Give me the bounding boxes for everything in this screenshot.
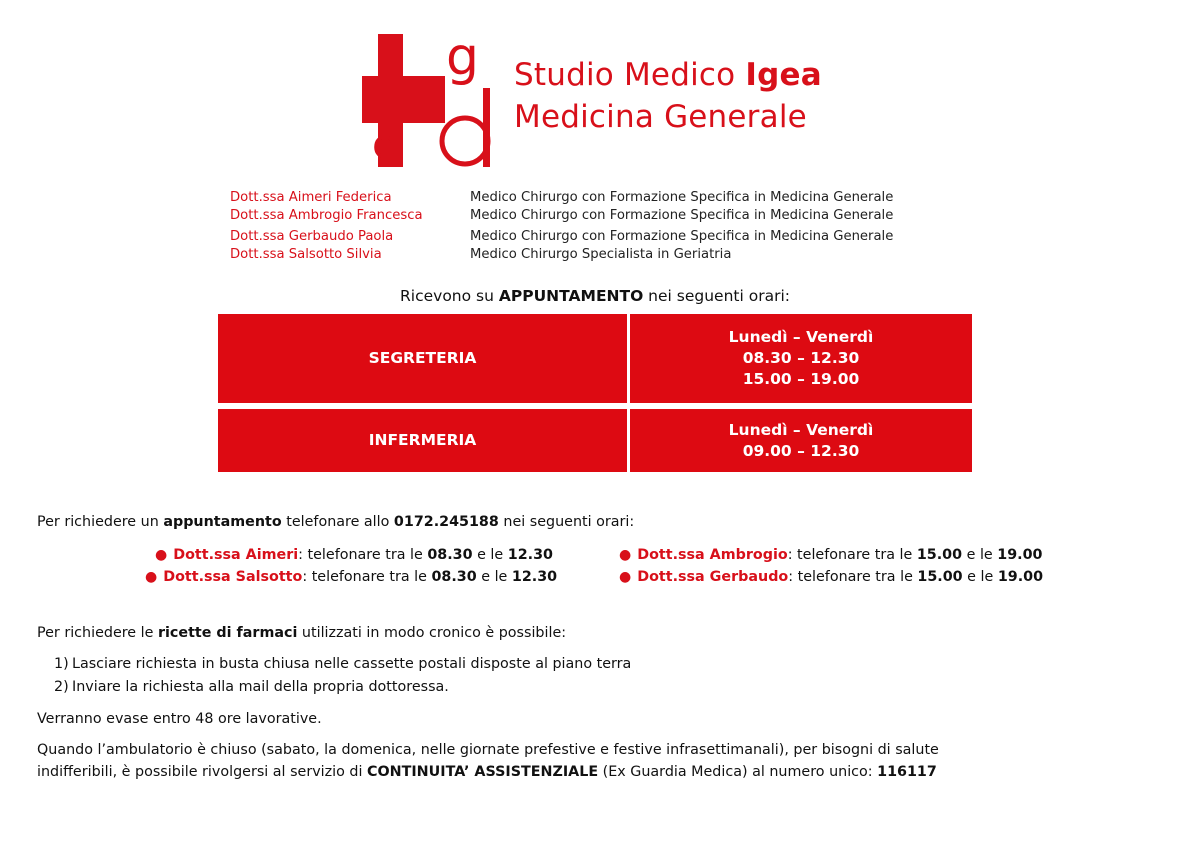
bullet-item: ● Dott.ssa Salsotto: telefonare tra le 08.30 e le 12.30	[145, 569, 558, 585]
processing-note: Verranno evase entro 48 ore lavorative.	[37, 711, 322, 727]
brand-title: Studio Medico Igea	[514, 57, 822, 93]
bullet-dot-icon: ●	[155, 547, 168, 563]
bullet-dot-icon: ●	[145, 569, 158, 585]
closing-text-line1: Quando l’ambulatorio è chiuso (sabato, la domenica, nelle giornate prefestive e festive infrasettimanali), per bisogni di salute	[37, 742, 939, 758]
bullet-item: ● Dott.ssa Gerbaudo: telefonare tra le 15.00 e le 19.00	[619, 569, 1044, 585]
logo-letter-a-stem	[483, 88, 490, 167]
doctor-role: Medico Chirurgo con Formazione Specifica in Medicina Generale	[470, 229, 894, 244]
logo-cross-horizontal	[362, 76, 445, 123]
schedule-hours-infermeria: Lunedì – Venerdì 09.00 – 12.30	[630, 409, 972, 472]
doctor-name: Dott.ssa Salsotto Silvia	[230, 247, 382, 262]
logo-letter-i: i	[382, 72, 383, 73]
brand-subtitle: Medicina Generale	[514, 99, 807, 135]
schedule-label-infermeria: INFERMERIA	[218, 409, 627, 472]
brand-name: Igea	[745, 57, 822, 93]
igea-cross-logo	[362, 34, 495, 167]
logo-letter-a-bowl	[442, 118, 488, 164]
doctor-role: Medico Chirurgo Specialista in Geriatria	[470, 247, 732, 262]
schedule-intro: Ricevono su APPUNTAMENTO nei seguenti orari:	[400, 287, 790, 305]
doctor-role: Medico Chirurgo con Formazione Specifica in Medicina Generale	[470, 190, 894, 205]
appointment-instructions: Per richiedere un appuntamento telefonare allo 0172.245188 nei seguenti orari:	[37, 514, 635, 530]
schedule-label-segreteria: SEGRETERIA	[218, 314, 627, 403]
doctor-name: Dott.ssa Ambrogio Francesca	[230, 208, 423, 223]
bullet-item: ● Dott.ssa Aimeri: telefonare tra le 08.30 e le 12.30	[155, 547, 553, 563]
doctor-name: Dott.ssa Gerbaudo Paola	[230, 229, 394, 244]
phone-number: 0172.245188	[393, 514, 499, 530]
doctor-name: Dott.ssa Aimeri Federica	[230, 190, 392, 205]
list-item: 1) Lasciare richiesta in busta chiusa nelle cassette postali disposte al piano terra	[54, 656, 632, 672]
emergency-number: 116117	[877, 764, 937, 780]
logo-letter-e: e	[372, 122, 397, 167]
doctor-role: Medico Chirurgo con Formazione Specifica in Medicina Generale	[470, 208, 894, 223]
bullet-dot-icon: ●	[619, 569, 632, 585]
prescriptions-instructions: Per richiedere le ricette di farmaci utilizzati in modo cronico è possibile:	[37, 625, 567, 641]
schedule-hours-segreteria: Lunedì – Venerdì 08.30 – 12.30 15.00 – 19.00	[630, 314, 972, 403]
closing-text-line2: indifferibili, è possibile rivolgersi al servizio di CONTINUITA’ ASSISTENZIALE (Ex Guardia Medica) al numero unico: 116117	[37, 764, 937, 780]
bullet-item: ● Dott.ssa Ambrogio: telefonare tra le 15.00 e le 19.00	[619, 547, 1043, 563]
bullet-dot-icon: ●	[619, 547, 632, 563]
logo-letter-g: g	[446, 34, 480, 87]
list-item: 2) Inviare la richiesta alla mail della propria dottoressa.	[54, 679, 449, 695]
